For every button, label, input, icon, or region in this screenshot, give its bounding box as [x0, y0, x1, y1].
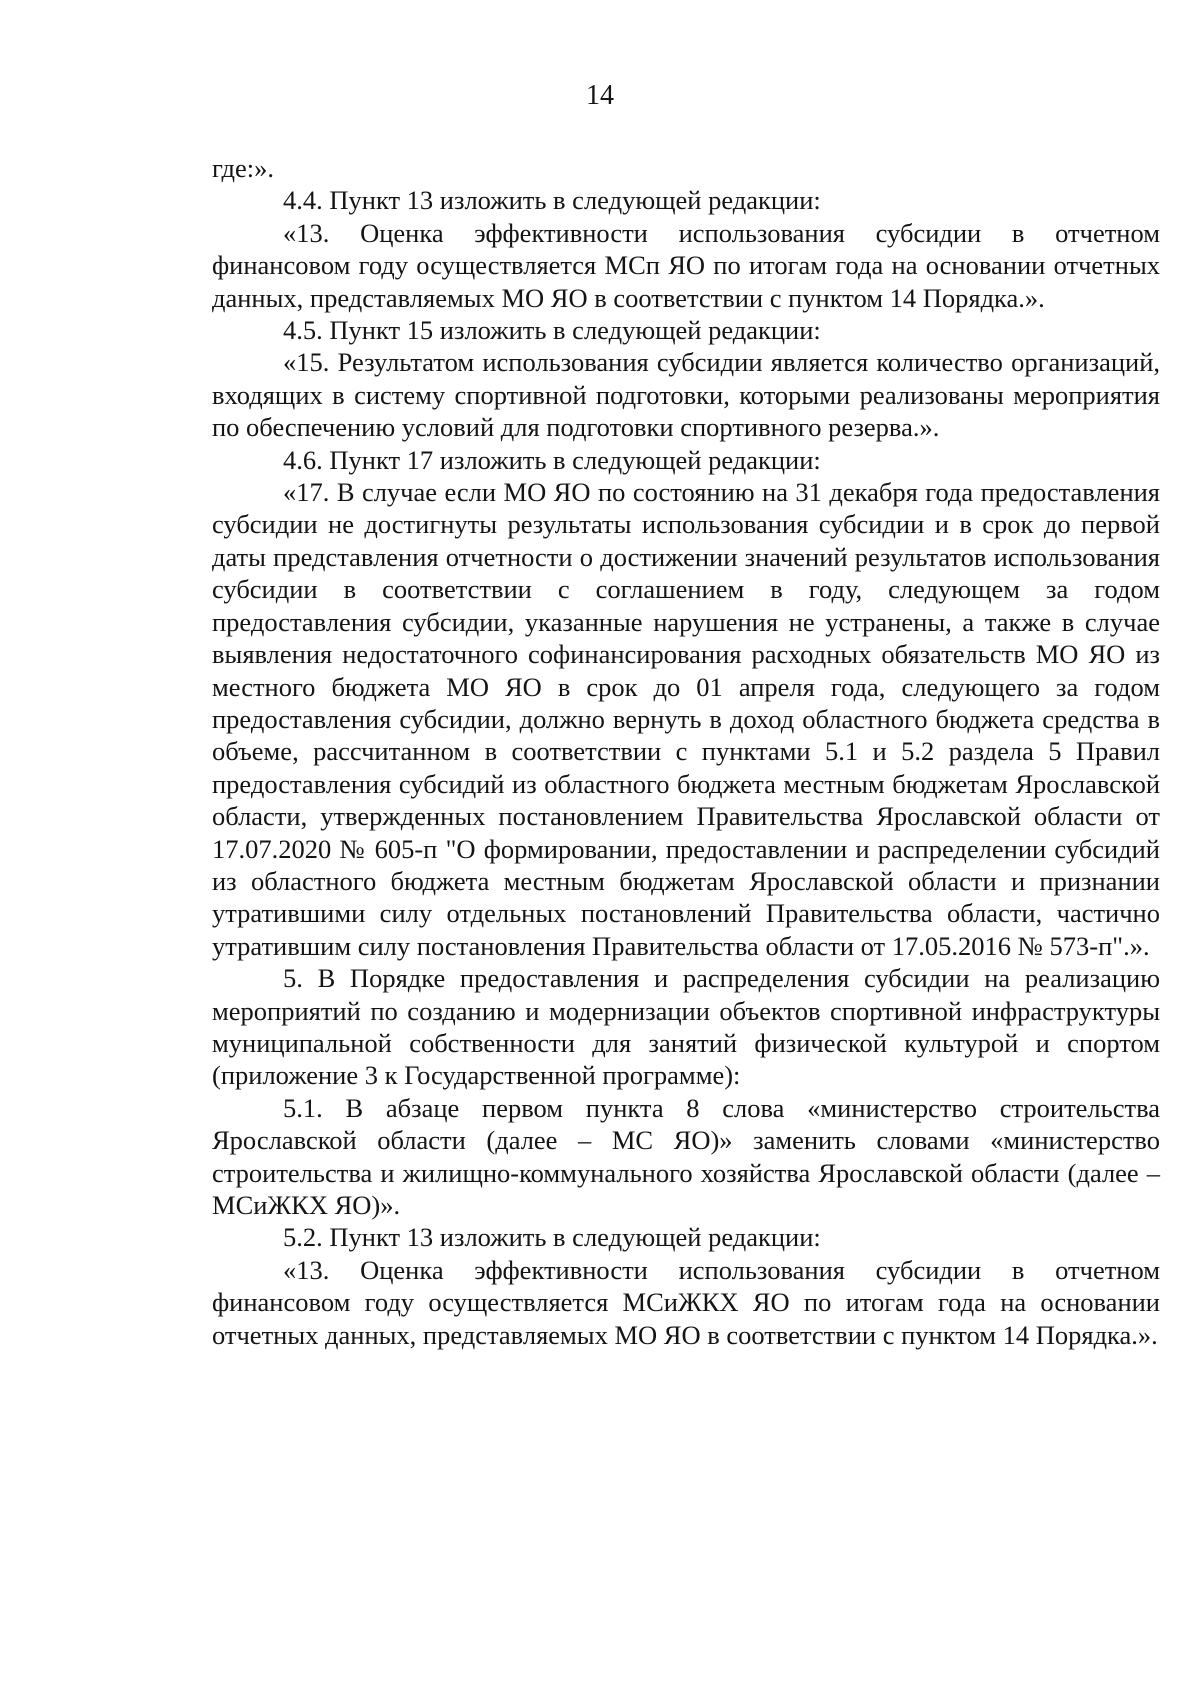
paragraph-item-5-2: 5.2. Пункт 13 изложить в следующей редакции:	[283, 1222, 821, 1253]
paragraph-quote-13: «13. Оценка эффективности использования субсидии в отчетном финансовом году осуществляется МСп ЯО по итогам года на основании отчетных данных, представляемых МО ЯО в соответствии с пунктом 14 Порядка.».	[212, 217, 1160, 313]
paragraph-quote-17: «17. В случае если МО ЯО по состоянию на 31 декабря года предоставления субсидии не достигнуты результаты использования субсидии и в срок до первой даты представления отчетности о достижении значений результатов использования субсидии в соответствии с соглашением в году, следующем за годом предоставления субсидии, указанные нарушения не устранены, а также в случае выявления недостаточного софинансирования расходных обязательств МО ЯО из местного бюджета МО ЯО в срок до 01 апреля года, следующего за годом предоставления субсидии, должно вернуть в доход областного бюджета средства в объеме, рассчитанном в соответствии с пунктами 5.1 и 5.2 раздела 5 Правил предоставления субсидий из областного бюджета местным бюджетам Ярославской области, утвержденных постановлением Правительства Ярославской области от 17.07.2020 № 605-п "О формировании, предоставлении и распределении субсидий из областного бюджета местным бюджетам Ярославской области и признании утратившими силу отдельных постановлений Правительства области, частично утратившим силу постановления Правительства области от 17.05.2016 № 573-п".».	[212, 477, 1160, 961]
paragraph-item-4-6: 4.6. Пункт 17 изложить в следующей редакции:	[283, 444, 821, 475]
paragraph-item-5: 5. В Порядке предоставления и распределения субсидии на реализацию мероприятий по созданию и модернизации объектов спортивной инфраструктуры муниципальной собственности для занятий физической культурой и спортом (приложение 3 к Государственной программе):	[212, 963, 1160, 1091]
paragraph-continuation: где:».	[212, 153, 275, 183]
paragraph-quote-13-second: «13. Оценка эффективности использования субсидии в отчетном финансовом году осуществляется МСиЖКХ ЯО по итогам года на основании отчетных данных, представляемых МО ЯО в соответствии с пунктом 14 Порядка.».	[212, 1254, 1160, 1350]
paragraph-item-4-5: 4.5. Пункт 15 изложить в следующей редакции:	[283, 315, 821, 346]
paragraph-item-5-1: 5.1. В абзаце первом пункта 8 слова «министерство строительства Ярославской области (далее – МС ЯО)» заменить словами «министерство строительства и жилищно-коммунального хозяйства Ярославской области (далее – МСиЖКХ ЯО)».	[212, 1092, 1160, 1220]
page-number: 14	[586, 80, 614, 111]
paragraph-quote-15: «15. Результатом использования субсидии является количество организаций, входящих в систему спортивной подготовки, которыми реализованы мероприятия по обеспечению условий для подготовки спортивного резерва.».	[212, 347, 1160, 443]
document-body	[212, 152, 1160, 1351]
paragraph-item-4-4: 4.4. Пункт 13 изложить в следующей редакции:	[283, 185, 821, 216]
